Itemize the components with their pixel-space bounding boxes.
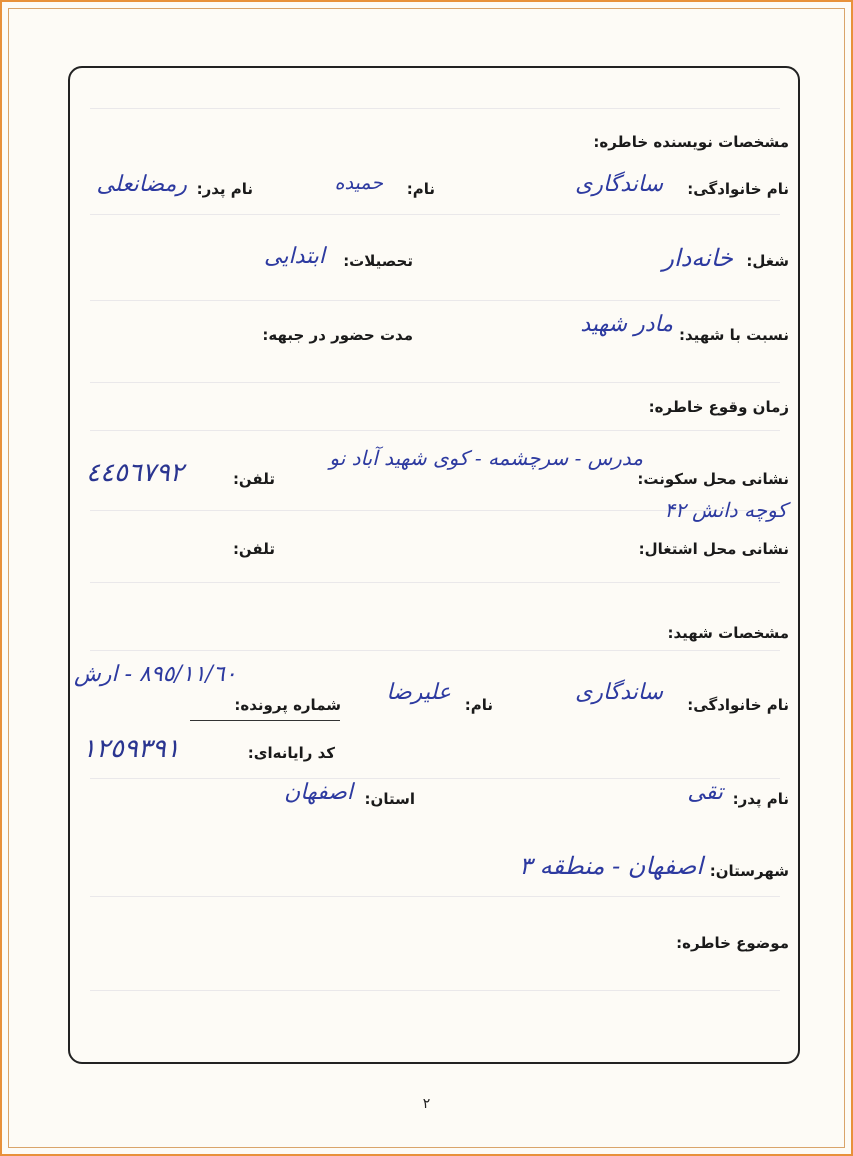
martyr-file-number-label: شماره پرونده: [234, 696, 341, 714]
residence-address-value-line2: کوچه دانش ۴۲ [664, 498, 787, 522]
writer-relation-value: مادر شهید [580, 312, 673, 337]
computer-code-label: کد رایانه‌ای: [247, 744, 335, 762]
residence-phone-label: تلفن: [232, 470, 275, 488]
writer-family-name-label: نام خانوادگی: [687, 180, 789, 198]
martyr-family-name-value: ساندگاری [575, 680, 663, 705]
city-value: اصفهان - منطقه ۳ [519, 852, 703, 880]
writer-job-value: خانه‌دار [662, 244, 733, 272]
martyr-family-name-label: نام خانوادگی: [687, 696, 789, 714]
martyr-father-name-value: تقی [687, 780, 723, 805]
writer-section-heading: مشخصات نویسنده خاطره: [593, 133, 789, 151]
writer-job-label: شغل: [746, 252, 789, 270]
province-value: اصفهان [284, 780, 353, 805]
writer-relation-label: نسبت با شهید: [678, 326, 789, 344]
file-number-underline [190, 720, 340, 721]
martyr-file-number-value: ٨٩٥/١١/٦٠ - ارش [74, 662, 237, 687]
writer-name-label: نام: [406, 180, 435, 198]
residence-address-label: نشانی محل سکونت: [637, 470, 789, 488]
province-label: استان: [364, 790, 415, 808]
writer-family-name-value: ساندگاری [575, 172, 663, 197]
writer-education-label: تحصیلات: [343, 252, 413, 270]
martyr-section-heading: مشخصات شهید: [667, 624, 789, 642]
martyr-name-value: علیرضا [386, 680, 451, 705]
writer-father-name-value: رمضانعلی [96, 172, 187, 197]
writer-father-name-label: نام پدر: [196, 180, 253, 198]
work-phone-label: تلفن: [232, 540, 275, 558]
residence-address-value-line1: مدرس - سرچشمه - کوی شهید آباد نو [329, 446, 643, 470]
residence-phone-value: ٤٤٥٦٧٩٢ [86, 458, 184, 488]
front-duration-label: مدت حضور در جبهه: [262, 326, 413, 344]
martyr-father-name-label: نام پدر: [732, 790, 789, 808]
writer-education-value: ابتدایی [264, 244, 325, 269]
page-number: ٢ [422, 1096, 431, 1112]
memory-time-label: زمان وقوع خاطره: [648, 398, 789, 416]
writer-name-value: حمیده [334, 172, 383, 194]
martyr-name-label: نام: [464, 696, 493, 714]
city-label: شهرستان: [709, 862, 789, 880]
form-box [68, 66, 800, 1064]
computer-code-value: ١٢٥٩٣٩١ [82, 734, 180, 764]
memory-topic-label: موضوع خاطره: [676, 934, 789, 952]
work-address-label: نشانی محل اشتغال: [638, 540, 789, 558]
